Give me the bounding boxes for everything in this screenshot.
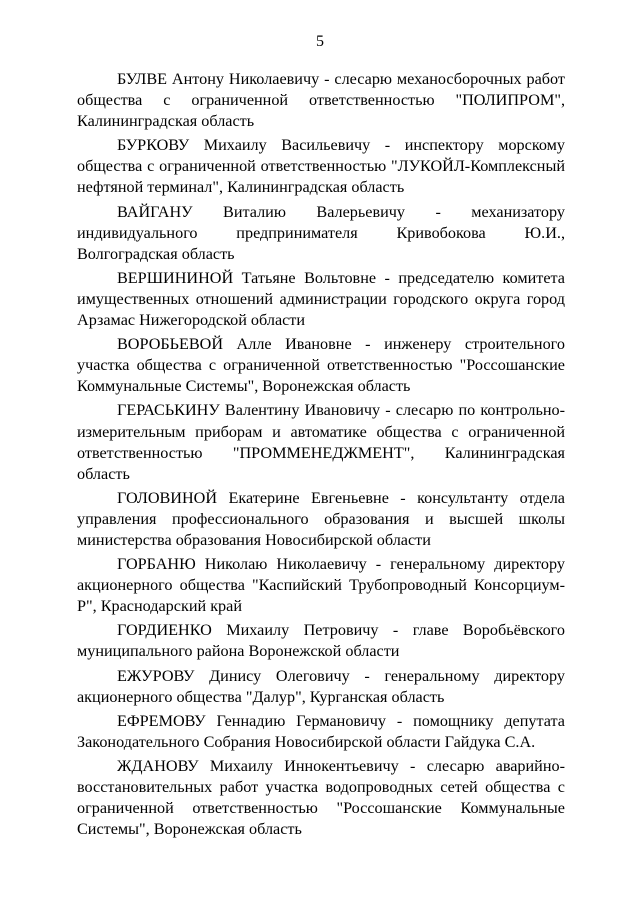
list-entry: ВАЙГАНУ Виталию Валерьевичу - механизатору индивидуального предпринимателя Кривобокова Ю.И., Волгоградская область bbox=[77, 202, 565, 263]
award-list bbox=[77, 69, 565, 843]
list-entry: БУРКОВУ Михаилу Васильевичу - инспектору морскому общества с ограниченной ответственностью "ЛУКОЙЛ-Комплексный нефтяной терминал", Калининградская область bbox=[77, 136, 565, 197]
list-entry: ЖДАНОВУ Михаилу Иннокентьевичу - слесарю аварийно-восстановительных работ участка водопроводных сетей общества с ограниченной ответственностью "Россошанские Коммунальные Системы", Воронежская область bbox=[77, 756, 565, 839]
list-entry: ЕЖУРОВУ Динису Олеговичу - генеральному директору акционерного общества "Далур", Курганская область bbox=[77, 666, 565, 706]
page-number: 5 bbox=[316, 33, 324, 50]
list-entry: ГОЛОВИНОЙ Екатерине Евгеньевне - консультанту отдела управления профессионального образования и высшей школы министерства образования Новосибирской области bbox=[77, 488, 565, 549]
list-entry: ГОРБАНЮ Николаю Николаевичу - генеральному директору акционерного общества "Каспийский Трубопроводный Консорциум-Р", Краснодарский край bbox=[77, 555, 565, 616]
list-entry: ВЕРШИНИНОЙ Татьяне Вольтовне - председателю комитета имущественных отношений администрации городского округа город Арзамас Нижегородской области bbox=[77, 268, 565, 330]
list-entry: БУЛВЕ Антону Николаевичу - слесарю механосборочных работ общества с ограниченной ответственностью "ПОЛИПРОМ", Калининградская область bbox=[77, 70, 565, 131]
list-entry: ГОРДИЕНКО Михаилу Петровичу - главе Воробьёвского муниципального района Воронежской области bbox=[77, 621, 565, 661]
list-entry: ЕФРЕМОВУ Геннадию Германовичу - помощнику депутата Законодательного Собрания Новосибирской области Гайдука С.А. bbox=[77, 711, 565, 751]
list-entry: ГЕРАСЬКИНУ Валентину Ивановичу - слесарю по контрольно-измерительным приборам и автоматике общества с ограниченной ответственностью "ПРОММЕНЕДЖМЕНТ", Калининградская область bbox=[77, 401, 565, 483]
list-entry: ВОРОБЬЕВОЙ Алле Ивановне - инженеру строительного участка общества с ограниченной ответственностью "Россошанские Коммунальные Системы", Воронежская область bbox=[77, 335, 565, 396]
